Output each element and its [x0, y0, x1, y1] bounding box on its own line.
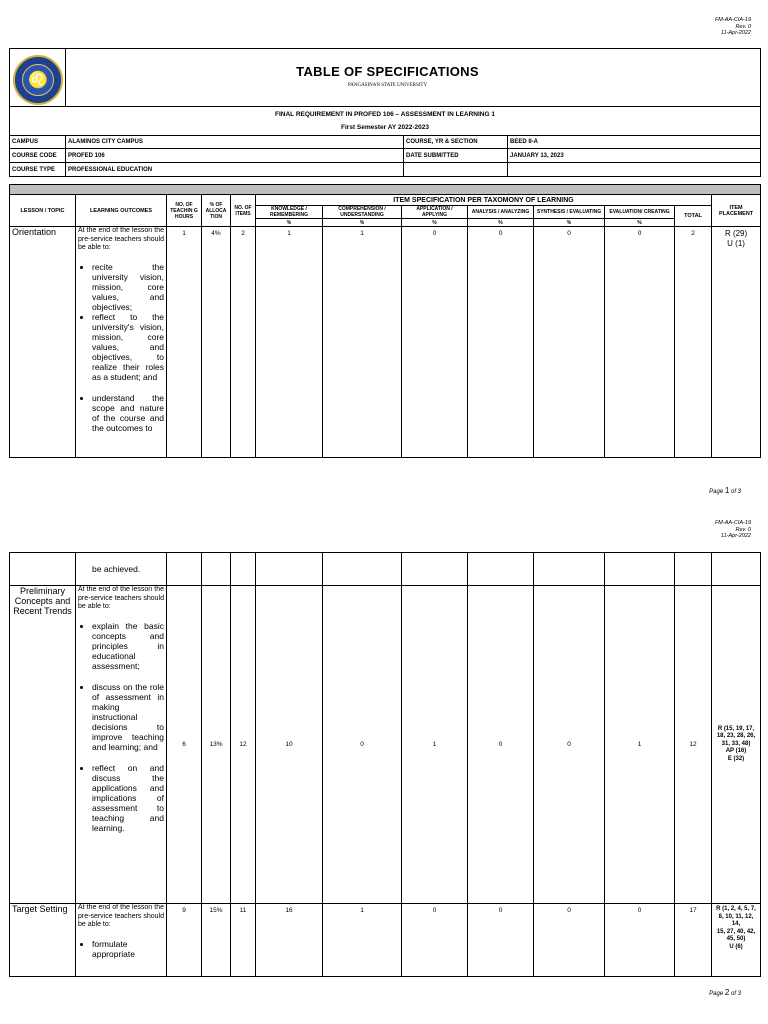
learning-outcomes	[76, 904, 167, 977]
empty-info-cell	[404, 163, 508, 177]
knowledge-count: 10	[256, 586, 323, 904]
outcomes-intro: At the end of the lesson the pre-service teachers should be able to:	[78, 904, 164, 928]
col-header-taxonomy: ITEM SPECIFICATION PER TAXOMONY OF LEARNING	[256, 195, 712, 206]
empty-cell	[202, 553, 231, 586]
page-number-1: Page 1 of 3	[709, 486, 741, 495]
course-yr-label: COURSE, YR & SECTION	[404, 136, 508, 149]
form-revision: Rev. 0	[735, 526, 751, 533]
application-count: 0	[402, 227, 468, 458]
learning-outcomes	[76, 586, 167, 904]
empty-cell	[468, 553, 534, 586]
pct-label: %	[468, 219, 534, 227]
col-header-hours: NO. OF TEACHIN G HOURS	[167, 195, 202, 227]
lesson-topic: Orientation	[10, 227, 76, 458]
empty-cell	[231, 553, 256, 586]
item-count: 11	[231, 904, 256, 977]
campus-label: CAMPUS	[10, 136, 66, 149]
col-header-lesson: LESSON / TOPIC	[10, 195, 76, 227]
knowledge-count: 16	[256, 904, 323, 977]
lesson-topic: Target Setting	[10, 904, 76, 977]
application-count: 1	[402, 586, 468, 904]
total-count: 17	[675, 904, 712, 977]
comprehension-count: 1	[323, 904, 402, 977]
item-placement	[712, 586, 761, 904]
table-row-orientation	[10, 227, 761, 458]
item-count: 12	[231, 586, 256, 904]
pct-label: %	[534, 219, 605, 227]
outcome-bullet: • discuss on the role of assessment in making instructional decisions to improve teaching and learning; and	[92, 682, 164, 752]
synthesis-count: 0	[534, 227, 605, 458]
placement-line: E (32)	[727, 755, 745, 762]
placement-line: 18, 23, 28, 26,	[716, 733, 756, 740]
outcome-bullet: • recite the university vision, mission, core values, and objectives;	[92, 262, 164, 312]
item-placement	[712, 904, 761, 977]
empty-cell	[256, 553, 323, 586]
synthesis-count: 0	[534, 904, 605, 977]
semester-label: First Semester AY 2022-2023	[341, 124, 429, 131]
empty-cell	[605, 553, 675, 586]
allocation-pct: 15%	[202, 904, 231, 977]
evaluation-count: 0	[605, 904, 675, 977]
learning-outcomes	[76, 227, 167, 458]
pct-label: %	[605, 219, 675, 227]
requirement-title: FINAL REQUIREMENT IN PROFED 106 – ASSESSMENT IN LEARNING 1	[275, 111, 495, 118]
placement-line: R (1, 2, 4, 5, 7,	[716, 906, 756, 912]
placement-line: R (29)	[724, 229, 748, 238]
outcomes-intro: At the end of the lesson the pre-service teachers should be able to:	[78, 586, 164, 610]
course-code-value: PROFED 106	[66, 149, 404, 163]
table-row-preliminary	[10, 586, 761, 904]
col-header-placement: ITEM PLACEMENT	[712, 195, 761, 227]
col-header-allocation: % OF ALLOCA TION	[202, 195, 231, 227]
form-date: 11-Apr-2022	[720, 30, 751, 36]
knowledge-count: 1	[256, 227, 323, 458]
placement-line: 45, 50)	[726, 936, 746, 942]
placement-line: AP (16)	[725, 748, 747, 755]
allocation-pct: 13%	[202, 586, 231, 904]
outcome-bullet: • explain the basic concepts and principles in educational assessment;	[92, 621, 164, 671]
outcome-bullet: • reflect on and discuss the applications and implications of assessment to teaching and learning.	[92, 763, 164, 833]
form-revision: Rev. 0	[735, 23, 751, 30]
requirement-cell	[10, 107, 761, 136]
page-title: TABLE OF SPECIFICATIONS	[296, 64, 479, 79]
empty-cell	[675, 553, 712, 586]
placement-line: 8, 10, 11, 12, 14,	[718, 913, 754, 927]
specifications-table-page-1	[9, 184, 761, 458]
comprehension-count: 0	[323, 586, 402, 904]
application-count: 0	[402, 904, 468, 977]
col-header-total: TOTAL	[675, 206, 712, 227]
col-header-application: APPLICATION / APPLYING	[402, 206, 468, 219]
course-yr-value: BEED II-A	[508, 136, 761, 149]
analysis-count: 0	[468, 586, 534, 904]
teaching-hours: 6	[167, 586, 202, 904]
course-type-value: PROFESSIONAL EDUCATION	[66, 163, 404, 177]
lesson-topic: Preliminary Concepts and Recent Trends	[10, 586, 76, 904]
item-count: 2	[231, 227, 256, 458]
placement-line: U (1)	[727, 239, 745, 248]
evaluation-count: 0	[605, 227, 675, 458]
placement-line: 31, 33, 48)	[721, 740, 751, 747]
empty-cell	[10, 553, 76, 586]
col-header-outcomes: LEARNING OUTCOMES	[76, 195, 167, 227]
course-type-label: COURSE TYPE	[10, 163, 66, 177]
university-name: PANGASINAN STATE UNIVERSITY	[347, 83, 428, 88]
table-row-continuation	[10, 553, 761, 586]
analysis-count: 0	[468, 227, 534, 458]
outcome-bullet: • formulate appropriate	[92, 939, 164, 959]
outcome-bullet: • reflect to the university's vision, mission, core values, and objectives, to realize their roles as a student; and	[92, 312, 164, 382]
comprehension-count: 1	[323, 227, 402, 458]
placement-line: 15, 27, 40, 42,	[716, 928, 756, 935]
form-code-block	[715, 17, 751, 37]
gray-separator-row	[10, 185, 761, 195]
lion-emblem-icon: ♌	[22, 64, 54, 96]
pct-label: %	[256, 219, 323, 227]
teaching-hours: 1	[167, 227, 202, 458]
empty-cell	[323, 553, 402, 586]
form-code: FM-AA-CIA-19	[714, 17, 751, 23]
empty-cell	[402, 553, 468, 586]
empty-cell	[534, 553, 605, 586]
date-label: DATE SUBMITTED	[404, 149, 508, 163]
form-code-block	[715, 520, 751, 540]
empty-cell	[712, 553, 761, 586]
page-number-2: Page 2 of 3	[709, 988, 741, 997]
pct-label: %	[323, 219, 402, 227]
item-placement	[712, 227, 761, 458]
placement-line: U (6)	[729, 943, 743, 950]
allocation-pct: 4%	[202, 227, 231, 458]
empty-cell	[167, 553, 202, 586]
synthesis-count: 0	[534, 586, 605, 904]
form-code: FM-AA-CIA-19	[714, 520, 751, 526]
total-count: 12	[675, 586, 712, 904]
specifications-table-page-2	[9, 552, 761, 977]
teaching-hours: 9	[167, 904, 202, 977]
outcome-continuation: be achieved.	[76, 553, 167, 586]
pct-label: %	[402, 219, 468, 227]
outcome-bullet: • understand the scope and nature of the course and the outcomes to	[92, 393, 164, 433]
col-header-comprehension: COMPREHENSION / UNDERSTANDING	[323, 206, 402, 219]
table-row-target-setting	[10, 904, 761, 977]
col-header-items: NO. OF ITEMS	[231, 195, 256, 227]
col-header-knowledge: KNOWLEDGE / REMEMBERING	[256, 206, 323, 219]
col-header-analysis: ANALYSIS / ANALYZING	[468, 206, 534, 219]
placement-line: R (15, 19, 17,	[717, 725, 755, 732]
outcomes-intro: At the end of the lesson the pre-service teachers should be able to:	[78, 227, 164, 251]
empty-info-cell	[508, 163, 761, 177]
campus-value: ALAMINOS CITY CAMPUS	[66, 136, 404, 149]
analysis-count: 0	[468, 904, 534, 977]
col-header-evaluation: EVALUATION/ CREATING	[605, 206, 675, 219]
date-value: JANUARY 13, 2023	[508, 149, 761, 163]
course-code-label: COURSE CODE	[10, 149, 66, 163]
evaluation-count: 1	[605, 586, 675, 904]
total-count: 2	[675, 227, 712, 458]
col-header-synthesis: SYNTHESIS / EVALUATING	[534, 206, 605, 219]
form-date: 11-Apr-2022	[720, 533, 751, 539]
university-seal-logo	[13, 55, 63, 105]
